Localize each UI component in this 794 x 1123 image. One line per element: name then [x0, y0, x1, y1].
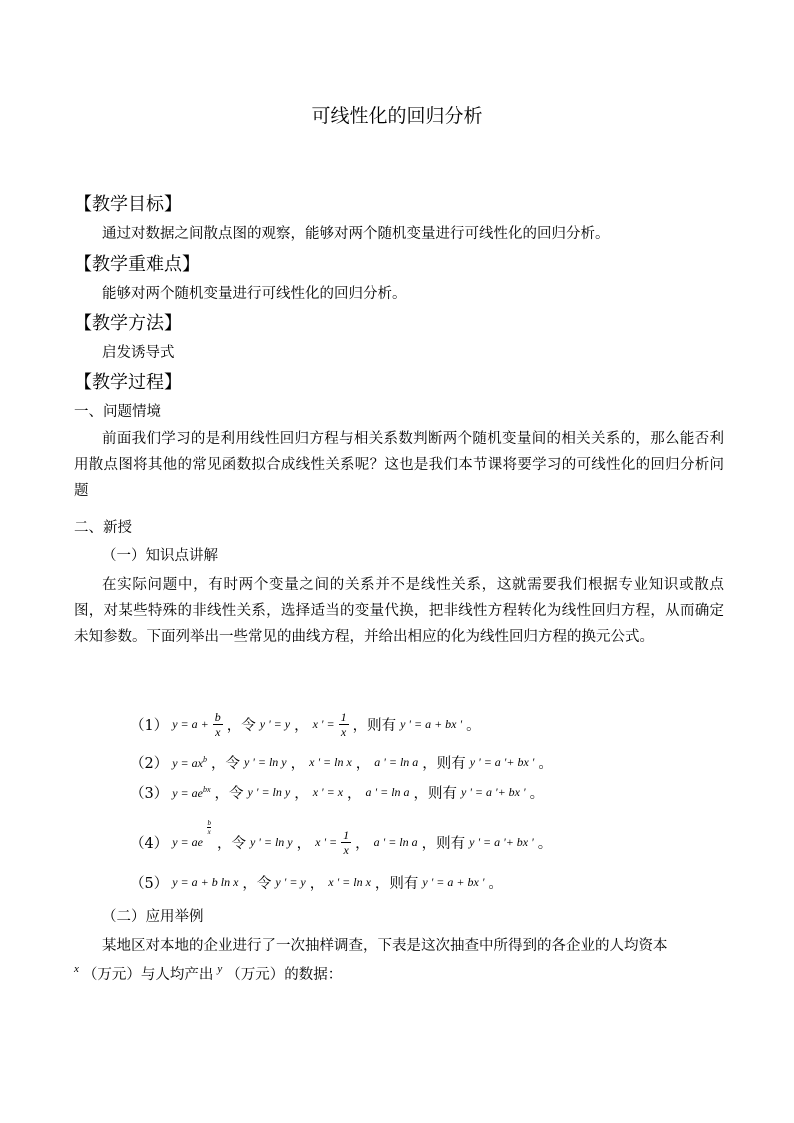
- example-end: （万元）的数据：: [226, 967, 343, 983]
- formula-4-result: y ' = a '+ bx ': [469, 835, 534, 849]
- formula-3-sep: ，令: [214, 786, 244, 802]
- formula-3-result: y ' = a '+ bx ': [461, 785, 526, 799]
- formula-3-number: （3）: [130, 786, 169, 802]
- formula-3-sep3: ，: [347, 786, 362, 802]
- formula-1-equation: y = a +: [172, 717, 209, 731]
- formula-3-equation: $y = ae^{bx}$: [172, 784, 211, 800]
- formula-5-sep: ，令: [242, 876, 272, 892]
- part1-paragraph: 前面我们学习的是利用线性回归方程与相关系数判断两个随机变量间的相关关系的，那么能否利用散点图将其他的常见函数拟合成线性关系呢？这也是我们本节课将要学习的可线性化的回归分析问题: [74, 431, 724, 499]
- formula-2-sub3: a ' = ln a: [374, 755, 419, 769]
- formula-4-sub1: y ' = ln y: [249, 835, 293, 849]
- formula-1-fraction: $\frac{b}{x}$: [214, 710, 221, 739]
- part2-paragraph: 在实际问题中，有时两个变量之间的关系并不是线性关系，这就需要我们根据专业知识或散点图，对某些特殊的非线性关系，选择适当的变量代换，把非线性方程转化为线性回归方程，从而确定未知参数。下面列举出一些常见的曲线方程，并给出相应的化为线性回归方程的换元公式。: [74, 577, 724, 645]
- part1-heading: 一、问题情境: [74, 404, 161, 420]
- page-title: 可线性化的回归分析: [311, 105, 483, 127]
- formula-5-end: 。: [488, 876, 503, 892]
- formula-2-end: 。: [538, 756, 553, 772]
- formula-5-sep2: ，: [309, 876, 325, 892]
- formula-1: [130, 710, 481, 739]
- formula-1-sep: ，令: [226, 718, 256, 734]
- key-text: 能够对两个随机变量进行可线性化的回归分析。: [102, 286, 407, 302]
- formula-2-sep2: ，: [290, 756, 306, 772]
- formula-1-sep3: ，则有: [352, 718, 397, 734]
- formula-4-sep4: ，则有: [421, 836, 466, 852]
- formula-4-sep3: ，: [355, 836, 370, 852]
- formula-4-end: 。: [537, 836, 553, 852]
- subsection-examples: （二）应用举例: [102, 909, 204, 925]
- process-heading: 【教学过程】: [74, 372, 182, 393]
- formula-1-sub2: x ' =: [312, 717, 335, 731]
- formula-2-equation: $y = ax^b$: [172, 754, 207, 770]
- formula-4-sub3: a ' = ln a: [373, 835, 418, 849]
- key-heading: 【教学重难点】: [74, 254, 200, 275]
- formula-3-sub1: y ' = ln y: [247, 785, 291, 799]
- var-y: y: [217, 962, 223, 975]
- formula-3-sep2: ，: [294, 786, 309, 802]
- formula-5-equation: y = a + b ln x: [172, 875, 239, 889]
- subsection-knowledge: （一）知识点讲解: [102, 548, 218, 564]
- formula-1-result: y ' = a + bx ': [400, 717, 463, 731]
- formula-4-equation: y = ae b x: [172, 819, 211, 849]
- formula-4-fraction: $\frac{1}{x}$: [343, 828, 350, 857]
- formula-1-end: 。: [466, 718, 481, 734]
- formula-5-result: y ' = a + bx ': [422, 875, 485, 889]
- formula-4-number: （4）: [130, 836, 169, 852]
- formula-5: [130, 872, 503, 893]
- formula-2-sep4: ，则有: [422, 756, 466, 772]
- formula-2-result: y ' = a '+ bx ': [469, 755, 535, 769]
- formula-2-sub1: y ' = ln y: [243, 755, 287, 769]
- formula-2-sep: ，令: [210, 756, 240, 772]
- part2-heading: 二、新授: [74, 520, 132, 536]
- example-text: 某地区对本地的企业进行了一次抽样调查，下表是这次抽查中所得到的各企业的人均资本: [102, 938, 668, 954]
- formula-3: [130, 782, 544, 803]
- method-text: 启发诱导式: [102, 345, 175, 361]
- example-line-2: [74, 963, 342, 984]
- formula-3-end: 。: [529, 786, 545, 802]
- formula-2-sub2: x ' = ln x: [309, 755, 352, 769]
- goal-text: 通过对数据之间散点图的观察，能够对两个随机变量进行可线性化的回归分析。: [102, 226, 610, 242]
- method-heading: 【教学方法】: [74, 313, 182, 334]
- formula-5-sep3: ，则有: [374, 876, 419, 892]
- formula-5-sub1: y ' = y: [275, 875, 306, 889]
- formula-4: [130, 819, 553, 857]
- formula-3-sub3: a ' = ln a: [365, 785, 410, 799]
- formula-1-number: （1）: [130, 718, 169, 734]
- formula-1-sep2: ，: [294, 718, 309, 734]
- formula-2-sep3: ，: [355, 756, 371, 772]
- formula-4-sep2: ，: [296, 836, 312, 852]
- formula-3-sep4: ，则有: [413, 786, 458, 802]
- formula-5-number: （5）: [130, 876, 169, 892]
- formula-5-sub2: x ' = ln x: [328, 875, 371, 889]
- example-rest: （万元）与人均产出: [82, 967, 214, 983]
- formula-3-sub2: x ' = x: [312, 785, 344, 799]
- formula-4-sep: ，令: [216, 836, 246, 852]
- formula-2-number: （2）: [130, 756, 169, 772]
- var-x: x: [74, 962, 79, 975]
- formula-1-fraction-2: $\frac{1}{x}$: [340, 710, 347, 739]
- formula-2: [130, 752, 553, 773]
- goal-heading: 【教学目标】: [74, 194, 182, 215]
- formula-4-sub2: x ' =: [315, 835, 338, 849]
- formula-1-sub1: y ' = y: [259, 717, 291, 731]
